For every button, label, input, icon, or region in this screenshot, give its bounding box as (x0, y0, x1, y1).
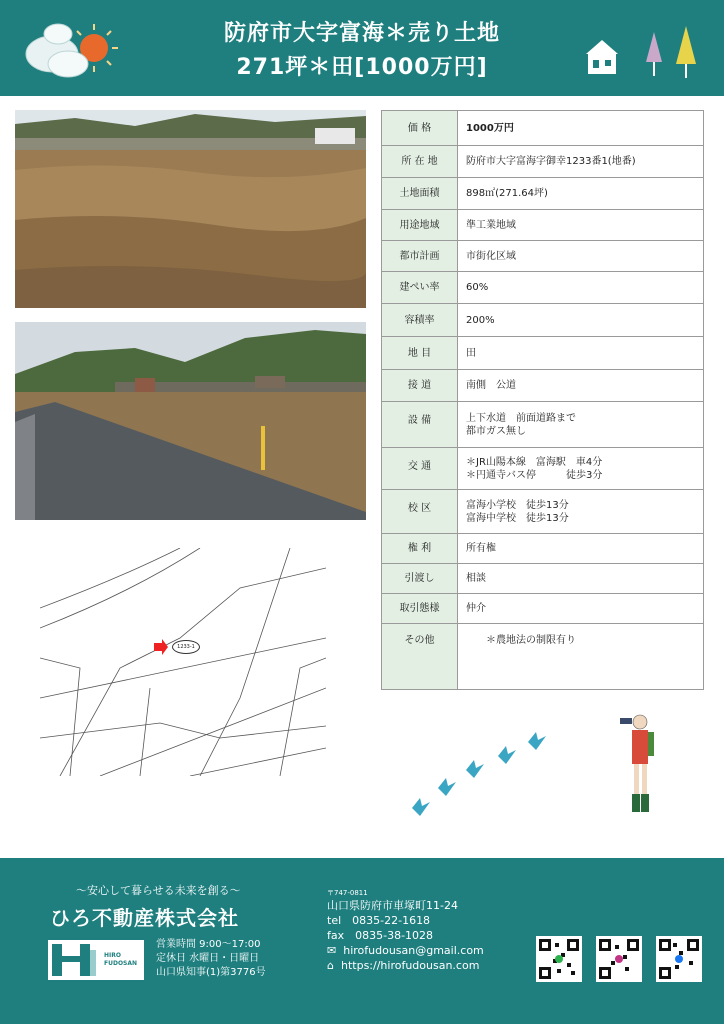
spec-value: 防府市大字富海字御幸1233番1(地番) (458, 146, 704, 178)
page-title-line2: 271坪＊田[1000万円] (236, 55, 488, 80)
parcel-label: 1233-1 (172, 640, 200, 654)
logo-mark-icon (48, 940, 102, 980)
parcel-map (40, 548, 326, 776)
spec-label: 価 格 (382, 111, 458, 146)
spec-value-line: ＊円通寺バス停 徒歩3分 (466, 469, 603, 481)
spec-value: 仲介 (458, 594, 704, 624)
spec-row (382, 564, 704, 594)
company-name: ひろ不動産株式会社 (50, 906, 239, 930)
logo-text-line: HIRO (104, 952, 121, 959)
spec-label: 土地面積 (382, 178, 458, 210)
spec-row (382, 337, 704, 370)
spec-label: 交 通 (382, 448, 458, 490)
spec-value (458, 490, 704, 534)
spec-value: 相談 (458, 564, 704, 594)
spec-value-line: ＊JR山陽本線 富海駅 車4分 (466, 456, 603, 468)
spec-value: 南側 公道 (458, 370, 704, 402)
spec-row (382, 272, 704, 304)
fax: fax 0835-38-1028 (327, 929, 434, 942)
company-logo (48, 940, 144, 980)
spec-label: 用途地域 (382, 210, 458, 241)
spec-value: 60% (458, 272, 704, 304)
spec-row (382, 402, 704, 448)
email-link[interactable]: hirofudousan@gmail.com (343, 944, 484, 957)
qr-code-line[interactable] (536, 936, 582, 982)
company-slogan: ～安心して暮らせる未来を創る～ (76, 884, 241, 897)
spec-value: ＊農地法の制限有り (458, 624, 704, 690)
qr-code-instagram[interactable] (596, 936, 642, 982)
spec-label: 都市計画 (382, 241, 458, 272)
header-banner (0, 0, 724, 96)
phone: tel 0835-22-1618 (327, 914, 431, 927)
mail-icon: ✉ (327, 944, 337, 957)
spec-row (382, 178, 704, 210)
bird-icon (404, 708, 704, 824)
spec-row (382, 304, 704, 337)
logo-text (104, 952, 137, 968)
spec-row (382, 448, 704, 490)
qr-code-icon (659, 939, 699, 979)
spec-row (382, 624, 704, 690)
url-row (327, 958, 484, 973)
spec-label: 引渡し (382, 564, 458, 594)
home-icon: ⌂ (327, 959, 334, 972)
qr-code-icon (599, 939, 639, 979)
qr-code-icon (539, 939, 579, 979)
spec-value-line: 都市ガス無し (466, 425, 526, 437)
business-info (156, 938, 266, 980)
address: 山口県防府市車塚町11-24 (327, 899, 458, 912)
qr-code-facebook[interactable] (656, 936, 702, 982)
website-link[interactable]: https://hirofudousan.com (340, 959, 480, 972)
footer (0, 858, 724, 1024)
spec-label: 建ぺい率 (382, 272, 458, 304)
spec-value (458, 448, 704, 490)
spec-row (382, 210, 704, 241)
spec-row (382, 370, 704, 402)
spec-label: 所 在 地 (382, 146, 458, 178)
spec-value: 200% (458, 304, 704, 337)
spec-row (382, 490, 704, 534)
spec-row (382, 111, 704, 146)
spec-label: 地 目 (382, 337, 458, 370)
spec-value: 898㎡(271.64坪) (458, 178, 704, 210)
spec-row (382, 241, 704, 272)
contact-info (327, 888, 484, 973)
spec-value-price: 1000万円 (458, 111, 704, 146)
spec-value: 準工業地域 (458, 210, 704, 241)
spec-label: 校 区 (382, 490, 458, 534)
email-row (327, 943, 484, 958)
spec-label: 取引態様 (382, 594, 458, 624)
spec-label: 設 備 (382, 402, 458, 448)
spec-label: その他 (382, 624, 458, 690)
property-spec-table (381, 110, 704, 690)
spec-value-line: 富海小学校 徒歩13分 (466, 499, 569, 511)
spec-label: 権 利 (382, 534, 458, 564)
spec-row (382, 146, 704, 178)
spec-label: 接 道 (382, 370, 458, 402)
spec-value (458, 402, 704, 448)
spec-row (382, 594, 704, 624)
spec-value: 市街化区域 (458, 241, 704, 272)
spec-value: 田 (458, 337, 704, 370)
business-holiday: 定休日 水曜日・日曜日 (156, 953, 260, 964)
spec-row (382, 534, 704, 564)
spec-value-line: 上下水道 前面道路まで (466, 412, 576, 424)
spec-value-line: 富海中学校 徒歩13分 (466, 512, 569, 524)
spec-value: 所有権 (458, 534, 704, 564)
postal-code: 〒747-0811 (327, 889, 368, 897)
logo-text-line: FUDOSAN (104, 960, 138, 967)
land-photo-field (15, 110, 366, 308)
land-photo-road (15, 322, 366, 520)
spec-label: 容積率 (382, 304, 458, 337)
business-license: 山口県知事(1)第3776号 (156, 967, 266, 978)
house-tree-icon (578, 24, 708, 86)
page-title-line1: 防府市大字富海＊売り土地 (223, 21, 500, 46)
business-hours: 営業時間 9:00～17:00 (156, 939, 261, 950)
girl-illustration (620, 715, 654, 812)
